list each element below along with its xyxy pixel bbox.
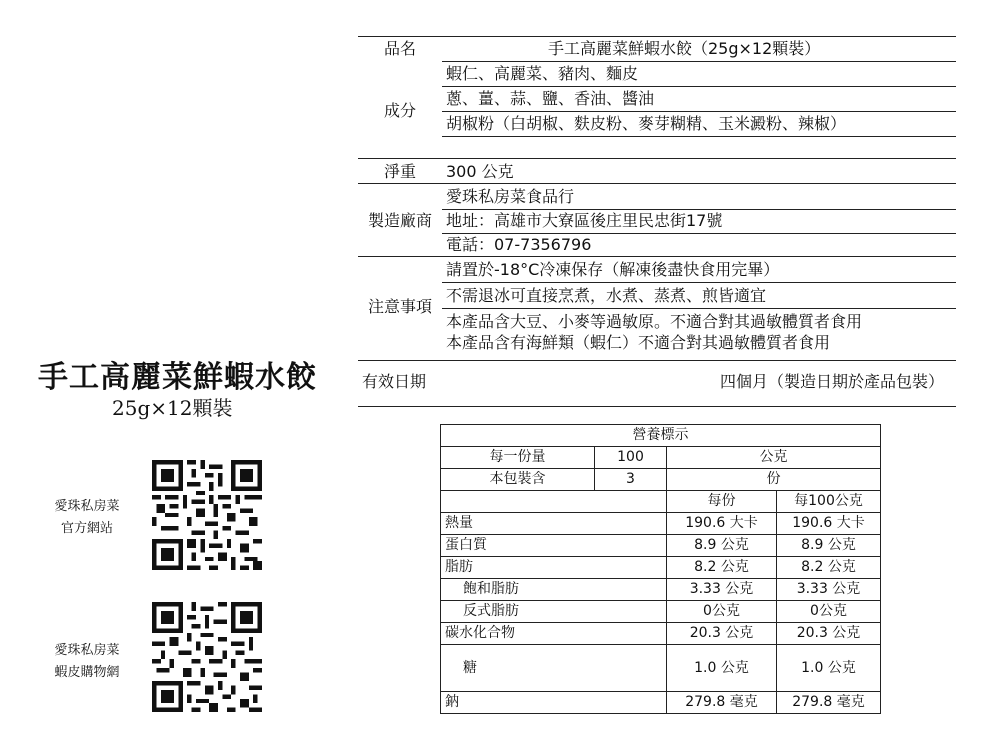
servings-value: 3 [595,469,667,491]
nutrient-per-100g: 0公克 [777,601,881,623]
qr-code-icon [152,460,262,570]
notes-line: 請置於-18°C冷凍保存（解凍後盡快食用完畢） [446,260,780,279]
nutrient-name: 飽和脂肪 [441,579,667,601]
qr-caption-line: 愛珠私房菜 [54,499,120,514]
nutrient-row [441,535,881,557]
header-spacer [441,491,667,513]
ingredients-line: 蝦仁、高麗菜、豬肉、麵皮 [446,64,639,83]
ingredients-line: 蔥、薑、蒜、鹽、香油、醬油 [446,89,655,108]
nutrient-row [441,557,881,579]
spec-label-weight: 淨重 [383,162,416,181]
nutrient-name: 蛋白質 [441,535,667,557]
nutrient-per-100g: 8.9 公克 [777,535,881,557]
ingredients-line: 胡椒粉（白胡椒、麩皮粉、麥芽糊精、玉米澱粉、辣椒） [446,114,847,133]
notes-line: 不需退冰可直接烹煮，水煮、蒸煮、煎皆適宜 [446,286,767,305]
notes-line: 本產品含有海鮮類（蝦仁）不適合對其過敏體質者食用 [446,333,831,352]
nutrient-per-serving: 1.0 公克 [667,645,777,692]
serving-size-label: 每一份量 [441,447,595,469]
nutrient-per-100g: 20.3 公克 [777,623,881,645]
nutrient-per-100g: 8.2 公克 [777,557,881,579]
nutrient-row [441,601,881,623]
nutrient-per-serving: 0公克 [667,601,777,623]
maker-line: 愛珠私房菜食品行 [446,187,575,206]
nutrient-name: 鈉 [441,692,667,714]
nutrient-row [441,645,881,692]
nutrient-name: 脂肪 [441,557,667,579]
spec-label-expiry: 有效日期 [362,372,427,391]
nutrition-title: 營養標示 [441,425,881,447]
qr-caption-official-site [32,496,142,540]
qr-caption-line: 官方網站 [60,521,113,536]
spec-label-ingredients: 成分 [383,101,416,120]
nutrient-per-serving: 20.3 公克 [667,623,777,645]
nutrient-per-100g: 190.6 大卡 [777,513,881,535]
nutrient-row [441,579,881,601]
nutrient-name: 反式脂肪 [441,601,667,623]
product-subtitle: 25g×12顆裝 [112,396,233,420]
nutrition-facts-table [440,424,881,714]
serving-size-unit: 公克 [667,447,881,469]
col-per-100g: 每100公克 [777,491,881,513]
spec-value-name: 手工高麗菜鮮蝦水餃（25g×12顆裝） [548,39,821,58]
qr-caption-line: 愛珠私房菜 [54,643,120,658]
product-spec-table [358,36,956,408]
qr-code-shopee[interactable] [152,602,262,716]
nutrient-per-serving: 279.8 毫克 [667,692,777,714]
spec-value-expiry: 四個月（製造日期於產品包裝） [719,372,944,391]
nutrient-per-serving: 3.33 公克 [667,579,777,601]
spec-label-name: 品名 [383,39,416,58]
maker-line: 地址：高雄市大寮區後庄里民忠街17號 [446,211,723,230]
nutrient-row [441,692,881,714]
qr-code-icon [152,602,262,712]
servings-unit: 份 [667,469,881,491]
spec-label-notes: 注意事項 [367,297,432,316]
qr-caption-shopee [32,640,142,684]
qr-caption-line: 蝦皮購物網 [54,665,120,680]
qr-code-official-site[interactable] [152,460,262,574]
nutrient-name: 碳水化合物 [441,623,667,645]
nutrient-per-100g: 279.8 毫克 [777,692,881,714]
nutrient-name: 熱量 [441,513,667,535]
spec-value-weight: 300 公克 [446,162,514,181]
nutrient-per-serving: 190.6 大卡 [667,513,777,535]
product-title: 手工高麗菜鮮蝦水餃 [38,360,317,395]
serving-size-value: 100 [595,447,667,469]
nutrient-row [441,513,881,535]
nutrient-per-serving: 8.9 公克 [667,535,777,557]
nutrient-per-100g: 1.0 公克 [777,645,881,692]
nutrient-per-serving: 8.2 公克 [667,557,777,579]
servings-label: 本包裝含 [441,469,595,491]
spec-label-maker: 製造廠商 [367,211,432,230]
nutrient-name: 糖 [441,645,667,692]
nutrient-row [441,623,881,645]
notes-line: 本產品含大豆、小麥等過敏原。不適合對其過敏體質者食用 [446,312,863,331]
col-per-serving: 每份 [667,491,777,513]
maker-line: 電話：07-7356796 [446,235,592,254]
nutrient-per-100g: 3.33 公克 [777,579,881,601]
